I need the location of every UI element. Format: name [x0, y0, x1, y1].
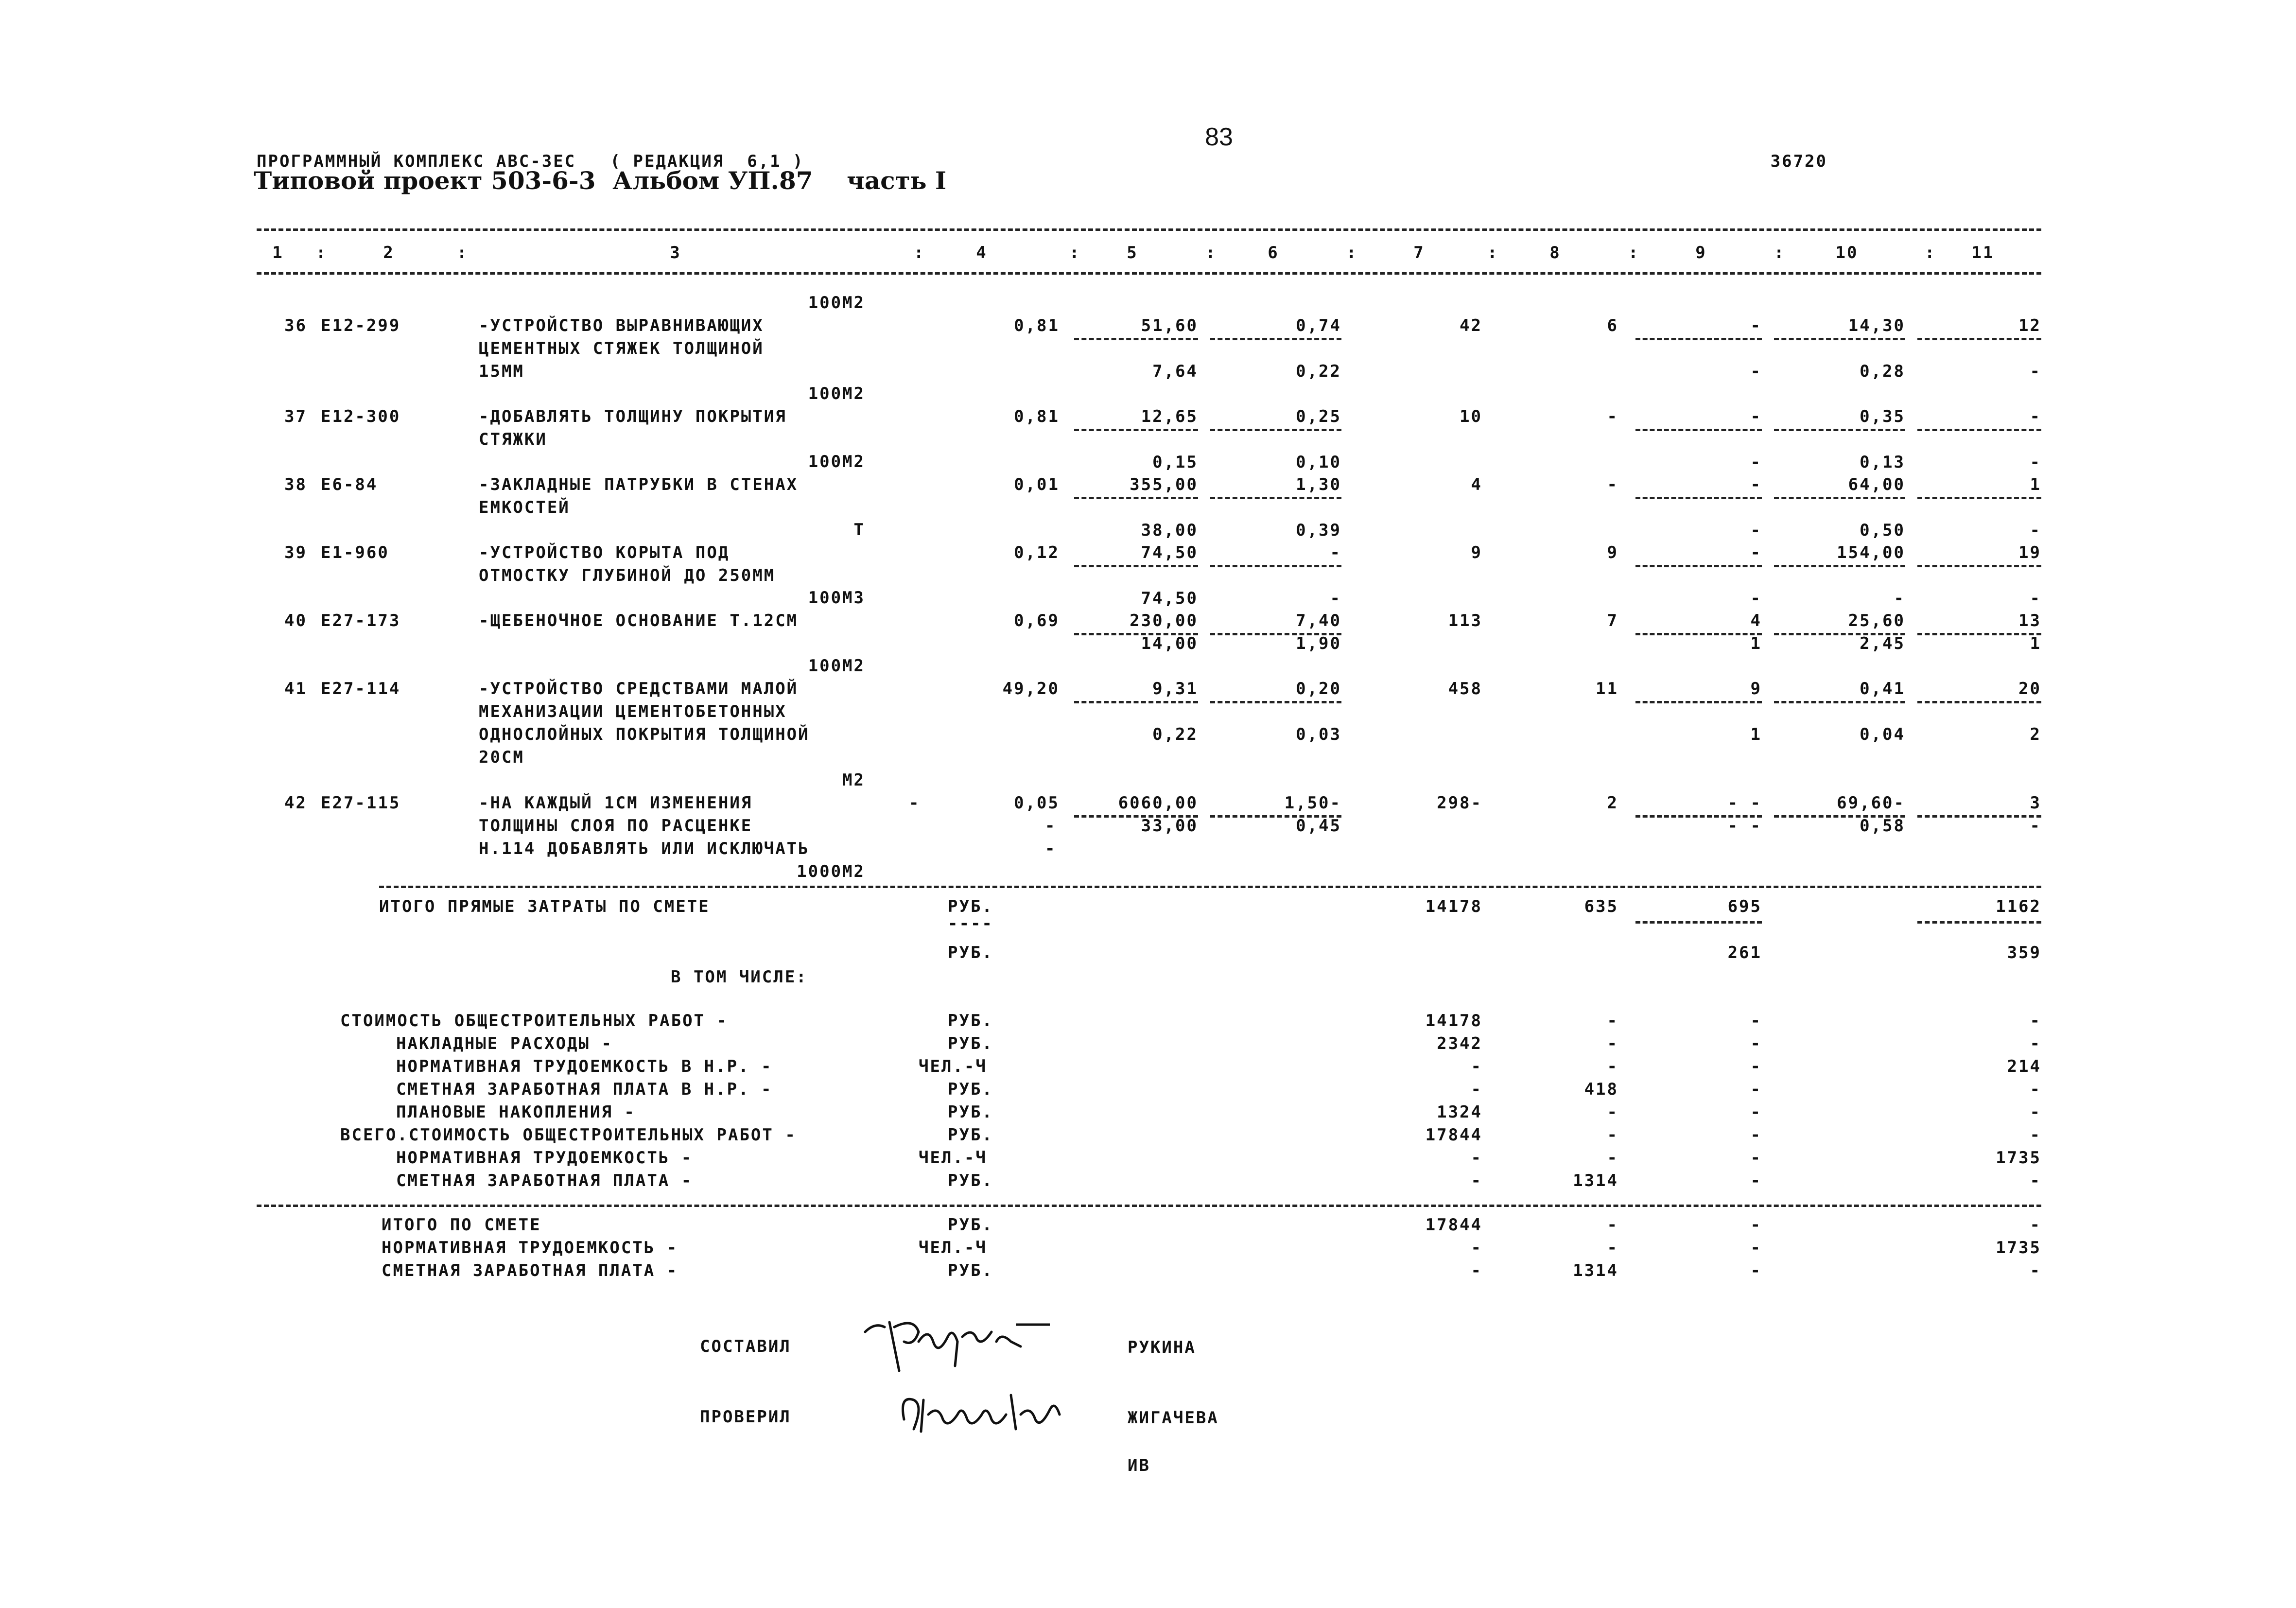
column-separator: :	[457, 243, 469, 262]
sign-mark: -	[909, 793, 921, 813]
cell-c11: 12	[2018, 316, 2041, 335]
column-header-5: 5	[1127, 243, 1138, 262]
work-description: -УСТРОЙСТВО КОРЫТА ПОД	[479, 543, 730, 562]
work-description: ЕМКОСТЕЙ	[479, 498, 570, 517]
cell-c7: 113	[1448, 611, 1482, 630]
cell-c8: -	[1607, 1102, 1618, 1122]
cell-c5b: 33,00	[1141, 816, 1198, 836]
total-c9b: 261	[1727, 943, 1762, 962]
rate-code: Е12-299	[321, 316, 401, 335]
cell-c10: 14,30	[1848, 316, 1905, 335]
row-number: 41	[284, 679, 307, 699]
breakdown-label: СМЕТНАЯ ЗАРАБОТНАЯ ПЛАТА -	[396, 1171, 693, 1190]
row-number: 36	[284, 316, 307, 335]
cell-c9b: 1	[1750, 634, 1762, 653]
row-number: 38	[284, 475, 307, 494]
work-description: -УСТРОЙСТВО СРЕДСТВАМИ МАЛОЙ	[479, 679, 799, 699]
column-header-7: 7	[1413, 243, 1425, 262]
cell-c4: 49,20	[1002, 679, 1060, 699]
cell-c4: 0,81	[1014, 316, 1060, 335]
column-separator: :	[316, 243, 328, 262]
cell-c8: -	[1607, 1034, 1618, 1053]
cell-c9: -	[1750, 543, 1762, 562]
cell-c7: -	[1471, 1261, 1482, 1280]
unit-of-measure: 100М2	[808, 384, 865, 403]
cell-c5b: 7,64	[1152, 362, 1198, 381]
final-label: НОРМАТИВНАЯ ТРУДОЕМКОСТЬ -	[382, 1238, 678, 1258]
sign-mark: -	[1045, 816, 1057, 836]
cell-c7: 458	[1448, 679, 1482, 699]
cell-c5: 230,00	[1130, 611, 1198, 630]
checked-label: ПРОВЕРИЛ	[700, 1407, 791, 1427]
column-header-9: 9	[1695, 243, 1707, 262]
column-separator: :	[1205, 243, 1217, 262]
cell-c6b: 0,45	[1296, 816, 1341, 836]
cell-c5b: 0,15	[1152, 453, 1198, 472]
total-c8: 635	[1584, 897, 1618, 916]
sub-rule	[1074, 701, 1198, 703]
cell-c11: -	[2030, 1011, 2041, 1031]
cell-c8: 7	[1607, 611, 1618, 630]
cell-c8: -	[1607, 1057, 1618, 1076]
cell-c9b: - -	[1727, 816, 1762, 836]
cell-c9b: -	[1750, 521, 1762, 540]
work-description: СТЯЖКИ	[479, 430, 547, 449]
rate-code: Е1-960	[321, 543, 389, 562]
work-description: 20СМ	[479, 748, 524, 767]
sub-rule	[1210, 701, 1341, 703]
work-description: -ЩЕБЕНОЧНОЕ ОСНОВАНИЕ Т.12СМ	[479, 611, 799, 630]
rate-code: Е27-115	[321, 793, 401, 813]
cell-c10: 25,60	[1848, 611, 1905, 630]
work-description: МЕХАНИЗАЦИИ ЦЕМЕНТОБЕТОННЫХ	[479, 702, 787, 721]
document-code: 36720	[1770, 152, 1827, 171]
sub-rule	[1210, 497, 1341, 499]
cell-c5: 74,50	[1141, 543, 1198, 562]
unit-rub: РУБ.	[948, 943, 993, 962]
project-title: Типовой проект 503-6-3 Альбом УП.87 часть I	[254, 166, 947, 195]
cell-c7: 14178	[1425, 1011, 1482, 1031]
cell-c9: -	[1750, 1080, 1762, 1099]
cell-c11b: -	[2030, 362, 2041, 381]
cell-c7: 10	[1460, 407, 1482, 426]
cell-c11: 1735	[1996, 1238, 2041, 1258]
cell-c9b: -	[1750, 362, 1762, 381]
cell-c6: -	[1330, 543, 1341, 562]
cell-c6: 0,25	[1296, 407, 1341, 426]
cell-c6b: 0,22	[1296, 362, 1341, 381]
initials: ИВ	[1128, 1456, 1150, 1475]
cell-c11: 3	[2030, 793, 2041, 813]
row-number: 42	[284, 793, 307, 813]
breakdown-label: ВСЕГО.СТОИМОСТЬ ОБЩЕСТРОИТЕЛЬНЫХ РАБОТ -	[340, 1125, 797, 1145]
cell-c9: -	[1750, 1171, 1762, 1190]
cell-c10b: 0,58	[1860, 816, 1905, 836]
sub-rule	[1774, 497, 1905, 499]
unit: РУБ.	[948, 1171, 993, 1190]
work-description: ЦЕМЕНТНЫХ СТЯЖЕК ТОЛЩИНОЙ	[479, 339, 764, 358]
cell-c7: -	[1471, 1171, 1482, 1190]
work-description: ОДНОСЛОЙНЫХ ПОКРЫТИЯ ТОЛЩИНОЙ	[479, 725, 810, 744]
cell-c5: 51,60	[1141, 316, 1198, 335]
column-separator: :	[914, 243, 925, 262]
cell-c8: 1314	[1573, 1261, 1618, 1280]
cell-c4: 0,81	[1014, 407, 1060, 426]
total-c11: 1162	[1996, 897, 2041, 916]
cell-c9: -	[1750, 1102, 1762, 1122]
cell-c8: -	[1607, 1215, 1618, 1235]
sub-rule	[1774, 565, 1905, 567]
cell-c11: -	[2030, 1102, 2041, 1122]
sub-rule	[1917, 497, 2041, 499]
cell-c10b: 0,04	[1860, 725, 1905, 744]
unit: РУБ.	[948, 1125, 993, 1145]
direct-costs-label: ИТОГО ПРЯМЫЕ ЗАТРАТЫ ПО СМЕТЕ	[379, 897, 710, 916]
sub-rule	[1074, 429, 1198, 431]
cell-c11: -	[2030, 1034, 2041, 1053]
breakdown-label: НОРМАТИВНАЯ ТРУДОЕМКОСТЬ В Н.Р. -	[396, 1057, 773, 1076]
cell-c7: -	[1471, 1057, 1482, 1076]
sub-rule	[1917, 701, 2041, 703]
column-separator: :	[1774, 243, 1786, 262]
cell-c8: 11	[1596, 679, 1618, 699]
sub-rule	[1774, 701, 1905, 703]
cell-c4: 0,01	[1014, 475, 1060, 494]
unit: РУБ.	[948, 1215, 993, 1235]
cell-c9: -	[1750, 316, 1762, 335]
column-header-6: 6	[1268, 243, 1279, 262]
sub-rule	[1917, 429, 2041, 431]
cell-c11b: -	[2030, 521, 2041, 540]
work-description: -УСТРОЙСТВО ВЫРАВНИВАЮЩИХ	[479, 316, 764, 335]
cell-c11b: -	[2030, 589, 2041, 608]
cell-c8: 2	[1607, 793, 1618, 813]
cell-c8: 9	[1607, 543, 1618, 562]
rate-code: Е27-114	[321, 679, 401, 699]
sub-rule	[1635, 565, 1762, 567]
cell-c6b: 0,39	[1296, 521, 1341, 540]
cell-c11: -	[2030, 1215, 2041, 1235]
sub-rule	[1917, 921, 2041, 924]
cell-c5: 6060,00	[1118, 793, 1198, 813]
including-label: В ТОМ ЧИСЛЕ:	[671, 967, 808, 987]
cell-c9: -	[1750, 407, 1762, 426]
sub-rule	[1210, 565, 1341, 567]
cell-c11: 1735	[1996, 1148, 2041, 1168]
total-c9: 695	[1727, 897, 1762, 916]
sub-rule	[1774, 429, 1905, 431]
signature-compiled	[855, 1312, 1089, 1381]
cell-c8: -	[1607, 475, 1618, 494]
cell-c6: 0,74	[1296, 316, 1341, 335]
cell-c7: 9	[1471, 543, 1482, 562]
column-header-2: 2	[383, 243, 395, 262]
unit: РУБ.	[948, 1034, 993, 1053]
breakdown-label: СМЕТНАЯ ЗАРАБОТНАЯ ПЛАТА В Н.Р. -	[396, 1080, 773, 1099]
program-header: ПРОГРАММНЫЙ КОМПЛЕКС АВС-ЗЕС ( РЕДАКЦИЯ 6,1 )	[257, 152, 804, 171]
cell-c11: 13	[2018, 611, 2041, 630]
sub-rule	[1074, 565, 1198, 567]
column-header-11: 11	[1971, 243, 1995, 262]
cell-c9: -	[1750, 1011, 1762, 1031]
column-separator: :	[1628, 243, 1640, 262]
cell-c10: 69,60-	[1837, 793, 1905, 813]
cell-c4: 0,69	[1014, 611, 1060, 630]
unit: РУБ.	[948, 1011, 993, 1031]
cell-c11b: -	[2030, 453, 2041, 472]
unit-of-measure: Т	[853, 520, 865, 540]
cell-c10b: 0,28	[1860, 362, 1905, 381]
cell-c8: -	[1607, 1238, 1618, 1258]
cell-c10b: 0,50	[1860, 521, 1905, 540]
work-description: -НА КАЖДЫЙ 1СМ ИЗМЕНЕНИЯ	[479, 793, 753, 813]
sub-rule	[1917, 565, 2041, 567]
cell-c7: -	[1471, 1080, 1482, 1099]
cell-c4: 0,12	[1014, 543, 1060, 562]
sign-mark: -	[1045, 839, 1057, 858]
cell-c5: 12,65	[1141, 407, 1198, 426]
unit-of-measure: 100М3	[808, 588, 865, 608]
page-number: 83	[1205, 123, 1233, 151]
cell-c5b: 14,00	[1141, 634, 1198, 653]
sub-rule	[1635, 701, 1762, 703]
cell-c9b: 1	[1750, 725, 1762, 744]
cell-c7: 2342	[1437, 1034, 1482, 1053]
cell-c6: 7,40	[1296, 611, 1341, 630]
cell-c9: -	[1750, 1057, 1762, 1076]
cell-c7: -	[1471, 1148, 1482, 1168]
cell-c5b: 38,00	[1141, 521, 1198, 540]
cell-c10: 0,41	[1860, 679, 1905, 699]
row-number: 39	[284, 543, 307, 562]
cell-c8: -	[1607, 1011, 1618, 1031]
final-rule	[257, 1205, 2041, 1207]
cell-c10: 154,00	[1837, 543, 1905, 562]
cell-c9: -	[1750, 1034, 1762, 1053]
cell-c9b: -	[1750, 453, 1762, 472]
column-header-8: 8	[1549, 243, 1561, 262]
unit-of-measure: 100М2	[808, 293, 865, 313]
cell-c11: -	[2030, 407, 2041, 426]
sub-rule	[1635, 497, 1762, 499]
cell-c11: 20	[2018, 679, 2041, 699]
cell-c8: -	[1607, 1148, 1618, 1168]
cell-c8: -	[1607, 1125, 1618, 1145]
cell-c10: 64,00	[1848, 475, 1905, 494]
cell-c9: 9	[1750, 679, 1762, 699]
cell-c4: 0,05	[1014, 793, 1060, 813]
column-header-10: 10	[1835, 243, 1859, 262]
cell-c10b: 2,45	[1860, 634, 1905, 653]
cell-c5b: 74,50	[1141, 589, 1198, 608]
cell-c11: -	[2030, 1125, 2041, 1145]
cell-c9b: -	[1750, 589, 1762, 608]
unit-of-measure: М2	[842, 770, 865, 790]
cell-c9: -	[1750, 475, 1762, 494]
dashes: ----	[948, 914, 993, 933]
cell-c6b: 0,10	[1296, 453, 1341, 472]
totals-rule	[379, 886, 2041, 888]
cell-c11b: 1	[2030, 634, 2041, 653]
work-description: ТОЛЩИНЫ СЛОЯ ПО РАСЦЕНКЕ	[479, 816, 753, 836]
cell-c7: 42	[1460, 316, 1482, 335]
work-description: ОТМОСТКУ ГЛУБИНОЙ ДО 250ММ	[479, 566, 776, 585]
breakdown-label: НОРМАТИВНАЯ ТРУДОЕМКОСТЬ -	[396, 1148, 693, 1168]
breakdown-label: НАКЛАДНЫЕ РАСХОДЫ -	[396, 1034, 613, 1053]
cell-c11: 214	[2007, 1057, 2041, 1076]
column-header-1: 1	[272, 243, 284, 262]
cell-c6b: -	[1330, 589, 1341, 608]
breakdown-label: ПЛАНОВЫЕ НАКОПЛЕНИЯ -	[396, 1102, 636, 1122]
column-header-4: 4	[976, 243, 988, 262]
unit: ЧЕЛ.-Ч	[919, 1238, 987, 1258]
unit-of-measure: 100М2	[808, 656, 865, 676]
column-separator: :	[1069, 243, 1081, 262]
unit: РУБ.	[948, 1080, 993, 1099]
cell-c7: 298-	[1437, 793, 1482, 813]
cell-c9: -	[1750, 1148, 1762, 1168]
cell-c8: 1314	[1573, 1171, 1618, 1190]
column-separator: :	[1925, 243, 1936, 262]
rate-code: Е27-173	[321, 611, 401, 630]
cell-c11: 1	[2030, 475, 2041, 494]
breakdown-label: СТОИМОСТЬ ОБЩЕСТРОИТЕЛЬНЫХ РАБОТ -	[340, 1011, 728, 1031]
compiled-label: СОСТАВИЛ	[700, 1337, 791, 1356]
column-separator: :	[1346, 243, 1358, 262]
cell-c11: 19	[2018, 543, 2041, 562]
cell-c5: 9,31	[1152, 679, 1198, 699]
work-description: -ЗАКЛАДНЫЕ ПАТРУБКИ В СТЕНАХ	[479, 475, 799, 494]
work-description: -ДОБАВЛЯТЬ ТОЛЩИНУ ПОКРЫТИЯ	[479, 407, 787, 426]
cell-c9: -	[1750, 1215, 1762, 1235]
sub-rule	[1074, 497, 1198, 499]
cell-c10: 0,35	[1860, 407, 1905, 426]
cell-c7: 4	[1471, 475, 1482, 494]
rate-code: Е12-300	[321, 407, 401, 426]
total-c7: 14178	[1425, 897, 1482, 916]
cell-c8: -	[1607, 407, 1618, 426]
cell-c5b: 0,22	[1152, 725, 1198, 744]
cell-c11: -	[2030, 1261, 2041, 1280]
total-c11b: 359	[2007, 943, 2041, 962]
cell-c10b: -	[1894, 589, 1905, 608]
cell-c8: 6	[1607, 316, 1618, 335]
cell-c6: 1,50-	[1284, 793, 1341, 813]
cell-c7: -	[1471, 1238, 1482, 1258]
cell-c6b: 0,03	[1296, 725, 1341, 744]
cell-c11: -	[2030, 1171, 2041, 1190]
sub-rule	[1074, 338, 1198, 340]
rate-code: Е6-84	[321, 475, 378, 494]
compiled-name: РУКИНА	[1128, 1338, 1196, 1357]
cell-c7: 17844	[1425, 1125, 1482, 1145]
row-number: 37	[284, 407, 307, 426]
unit: РУБ.	[948, 1102, 993, 1122]
unit: ЧЕЛ.-Ч	[919, 1057, 987, 1076]
unit-rub: РУБ.	[948, 897, 993, 916]
cell-c6: 1,30	[1296, 475, 1341, 494]
work-description: 15ММ	[479, 362, 524, 381]
signature-checked	[894, 1385, 1098, 1444]
sub-rule	[1635, 429, 1762, 431]
cell-c9: - -	[1727, 793, 1762, 813]
sub-rule	[1774, 338, 1905, 340]
unit: РУБ.	[948, 1261, 993, 1280]
cell-c11: -	[2030, 1080, 2041, 1099]
final-label: ИТОГО ПО СМЕТЕ	[382, 1215, 541, 1235]
sub-rule	[1210, 338, 1341, 340]
cell-c9: 4	[1750, 611, 1762, 630]
cell-c10b: 0,13	[1860, 453, 1905, 472]
cell-c6: 0,20	[1296, 679, 1341, 699]
sub-rule	[1635, 338, 1762, 340]
unit-of-measure: 100М2	[808, 452, 865, 472]
cell-c6b: 1,90	[1296, 634, 1341, 653]
sub-rule	[1635, 921, 1762, 924]
sub-rule	[1210, 429, 1341, 431]
cell-c9: -	[1750, 1125, 1762, 1145]
cell-c7: 1324	[1437, 1102, 1482, 1122]
table-header-rule	[257, 272, 2041, 275]
final-label: СМЕТНАЯ ЗАРАБОТНАЯ ПЛАТА -	[382, 1261, 678, 1280]
cell-c5: 355,00	[1130, 475, 1198, 494]
column-header-3: 3	[670, 243, 681, 262]
cell-c11b: -	[2030, 816, 2041, 836]
unit: ЧЕЛ.-Ч	[919, 1148, 987, 1168]
cell-c11b: 2	[2030, 725, 2041, 744]
row-number: 40	[284, 611, 307, 630]
cell-c7: 17844	[1425, 1215, 1482, 1235]
work-description: Н.114 ДОБАВЛЯТЬ ИЛИ ИСКЛЮЧАТЬ	[479, 839, 810, 858]
column-separator: :	[1487, 243, 1499, 262]
sub-rule	[1917, 338, 2041, 340]
cell-c9: -	[1750, 1238, 1762, 1258]
cell-c8: 418	[1584, 1080, 1618, 1099]
cell-c9: -	[1750, 1261, 1762, 1280]
unit-of-measure: 1000М2	[797, 862, 865, 881]
checked-name: ЖИГАЧЕВА	[1128, 1408, 1219, 1428]
table-top-rule	[257, 228, 2041, 231]
